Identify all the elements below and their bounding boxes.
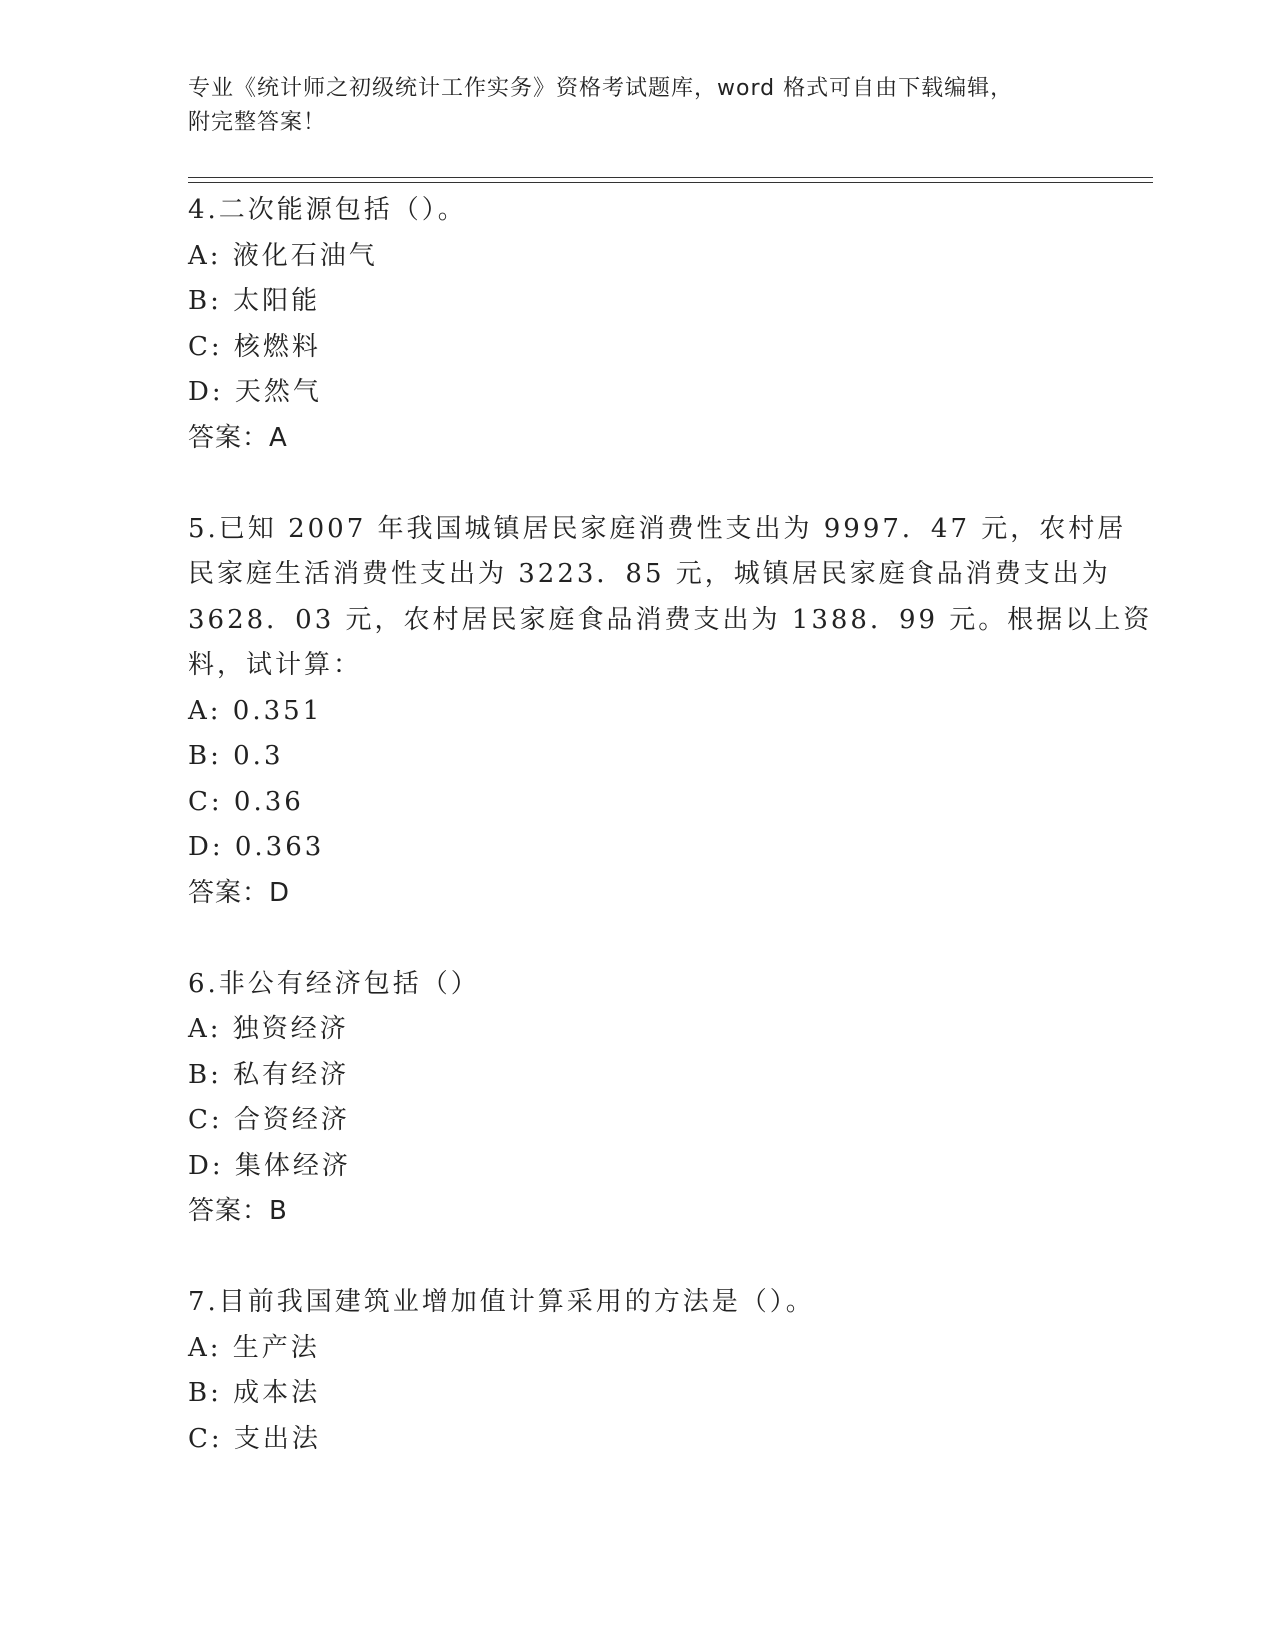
option-b: B: 私有经济 xyxy=(188,1059,350,1090)
answer: 答案：A xyxy=(188,422,288,453)
option-c: C: 支出法 xyxy=(188,1423,321,1454)
question-stem: 4.二次能源包括（）。 xyxy=(188,195,467,225)
spacer xyxy=(188,916,1088,962)
option-a: A: 生产法 xyxy=(188,1332,320,1363)
option-c: C: 合资经济 xyxy=(188,1105,350,1135)
question-stem-line-2: 民家庭生活消费性支出为 3223．85 元，城镇居民家庭食品消费支出为 xyxy=(188,559,1111,589)
spacer xyxy=(188,1235,1088,1281)
option-d: D: 天然气 xyxy=(188,377,322,407)
question-stem-line-4: 料，试计算： xyxy=(188,650,363,680)
option-b: B: 成本法 xyxy=(188,1378,321,1408)
question-6 xyxy=(188,962,1088,1235)
spacer xyxy=(188,461,1088,507)
question-5 xyxy=(188,507,1153,917)
question-stem-line-3: 3628．03 元，农村居民家庭食品消费支出为 1388．99 元。根据以上资 xyxy=(188,604,1153,635)
answer: 答案：D xyxy=(188,877,291,908)
header-divider-top xyxy=(188,177,1153,178)
header-line-2: 附完整答案！ xyxy=(188,110,327,135)
option-a: A: 液化石油气 xyxy=(188,240,378,271)
question-stem: 6.非公有经济包括（） xyxy=(188,968,480,999)
option-a: A: 0.351 xyxy=(188,695,323,726)
document-header xyxy=(188,72,1108,140)
question-stem-line-1: 5.已知 2007 年我国城镇居民家庭消费性支出为 9997．47 元，农村居 xyxy=(188,513,1127,544)
option-b: B: 太阳能 xyxy=(188,286,321,316)
question-stem: 7.目前我国建筑业增加值计算采用的方法是（）。 xyxy=(188,1287,815,1317)
header-divider-bottom xyxy=(188,182,1153,183)
option-d: D: 0.363 xyxy=(188,832,325,862)
question-7 xyxy=(188,1280,1088,1462)
option-a: A: 独资经济 xyxy=(188,1014,349,1044)
option-b: B: 0.3 xyxy=(188,741,284,771)
answer: 答案：B xyxy=(188,1196,288,1226)
option-c: C: 0.36 xyxy=(188,786,304,817)
question-4 xyxy=(188,188,1088,461)
header-line-1: 专业《统计师之初级统计工作实务》资格考试题库，word 格式可自由下载编辑， xyxy=(188,76,1014,101)
question-list xyxy=(188,188,1153,1462)
option-c: C: 核燃料 xyxy=(188,331,321,362)
option-d: D: 集体经济 xyxy=(188,1150,351,1181)
